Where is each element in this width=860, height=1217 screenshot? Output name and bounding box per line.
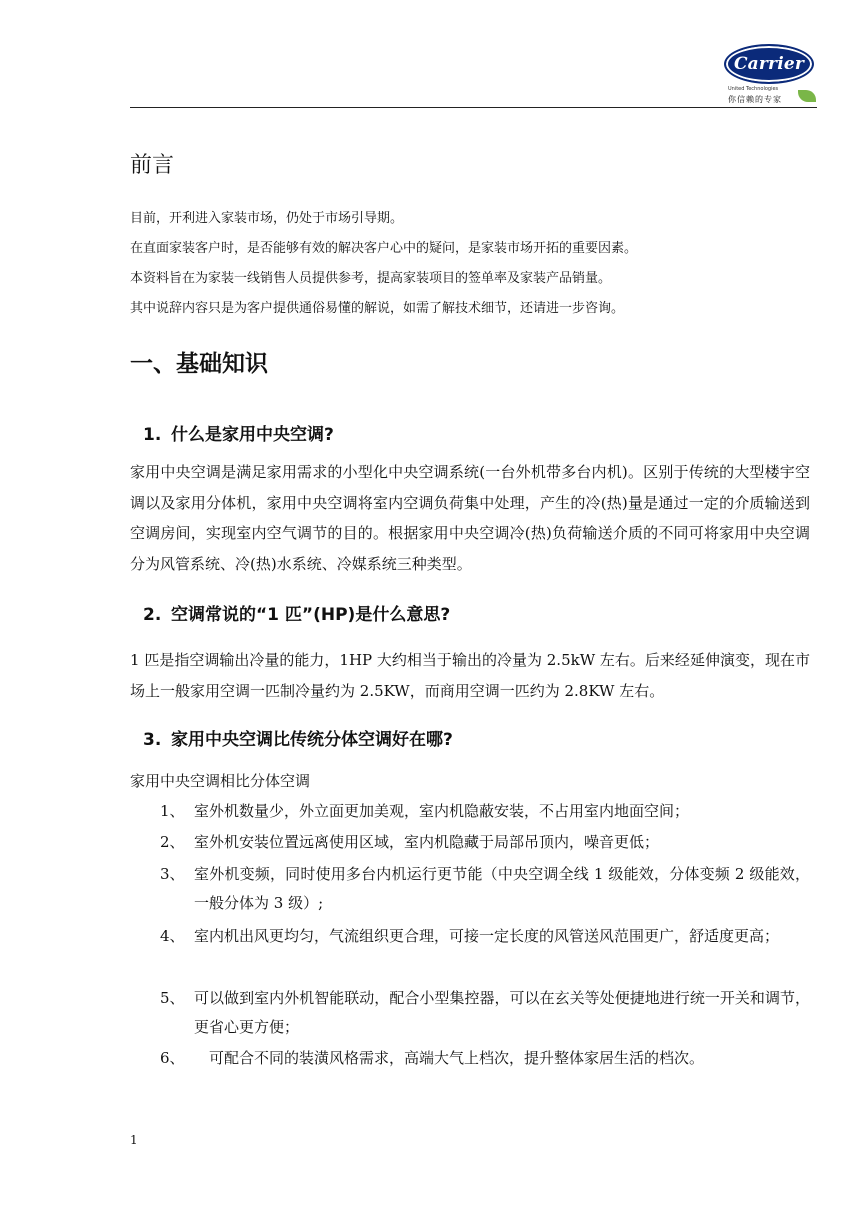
question-2-heading <box>143 600 450 625</box>
question-3-intro: 家用中央空调相比分体空调 <box>130 772 311 790</box>
preface-line-2: 在直面家装客户时，是否能够有效的解决客户心中的疑问，是家装市场开拓的重要因素。 <box>130 241 638 256</box>
preface-line-4: 其中说辞内容只是为客户提供通俗易懂的解说，如需了解技术细节，还请进一步咨询。 <box>130 301 625 316</box>
list-item-number: 4、 <box>160 927 185 945</box>
logo-tagline: 你信赖的专家 <box>728 95 782 104</box>
list-item-text: 室外机数量少，外立面更加美观，室内机隐蔽安装，不占用室内地面空间； <box>194 802 690 820</box>
header-divider <box>130 107 817 108</box>
list-item <box>160 922 810 951</box>
question-3-number: 3. <box>143 730 162 750</box>
list-item-text: 室外机安装位置远离使用区域，室内机隐藏于局部吊顶内，噪音更低； <box>194 833 660 851</box>
list-item <box>160 1044 810 1073</box>
section-title: 一、基础知识 <box>130 351 268 377</box>
carrier-logo <box>724 44 816 106</box>
question-2-answer: 1 匹是指空调输出冷量的能力，1HP 大约相当于输出的冷量为 2.5kW 左右。后来经延伸演变，现在市场上一般家用空调一匹制冷量约为 2.5KW，而商用空调一匹约为 2.8KW 左右。 <box>130 651 810 700</box>
list-item <box>160 797 810 826</box>
logo-oval <box>724 44 814 84</box>
preface-line-3: 本资料旨在为家装一线销售人员提供参考，提高家装项目的签单率及家装产品销量。 <box>130 271 612 286</box>
list-item <box>160 828 810 857</box>
question-1-heading <box>143 420 334 445</box>
leaf-icon <box>798 90 816 102</box>
logo-wordmark: Carrier <box>733 54 805 74</box>
page-number: 1 <box>130 1133 138 1147</box>
list-item-number: 6、 <box>160 1049 185 1067</box>
question-3-title: 家用中央空调比传统分体空调好在哪? <box>171 730 453 750</box>
question-2-title: 空调常说的“1 匹”(HP)是什么意思? <box>171 605 451 625</box>
list-item-text: 可以做到室内外机智能联动，配合小型集控器，可以在玄关等处便捷地进行统一开关和调节，更省心更方便； <box>194 989 810 1036</box>
list-item-text: 室内机出风更均匀，气流组织更合理，可接一定长度的风管送风范围更广，舒适度更高； <box>194 927 780 945</box>
logo-subtitle: United Technologies <box>728 86 779 92</box>
list-item-number: 3、 <box>160 865 185 883</box>
list-item-text: 室外机变频，同时使用多台内机运行更节能（中央空调全线 1 级能效，分体变频 2 级能效，一般分体为 3 级）; <box>194 865 810 912</box>
list-item <box>160 860 810 918</box>
question-2-number: 2. <box>143 605 162 625</box>
preface-line-1: 目前，开利进入家装市场，仍处于市场引导期。 <box>130 211 404 226</box>
question-1-number: 1. <box>143 425 162 445</box>
list-item-text: 可配合不同的装潢风格需求，高端大气上档次，提升整体家居生活的档次。 <box>194 1049 705 1067</box>
list-item-number: 1、 <box>160 802 185 820</box>
list-item-number: 2、 <box>160 833 185 851</box>
preface-title: 前言 <box>130 153 175 178</box>
list-item-number: 5、 <box>160 989 185 1007</box>
question-1-title: 什么是家用中央空调? <box>171 425 334 445</box>
list-item <box>160 984 810 1042</box>
question-1-answer: 家用中央空调是满足家用需求的小型化中央空调系统(一台外机带多台内机)。区别于传统的大型楼宇空调以及家用分体机，家用中央空调将室内空调负荷集中处理，产生的冷(热)量是通过一定的介质输送到空调房间，实现室内空气调节的目的。根据家用中央空调冷(热)负荷输送介质的不同可将家用中央空调分为风管系统、冷(热)水系统、冷媒系统三种类型。 <box>130 463 810 573</box>
question-3-heading <box>143 725 453 750</box>
